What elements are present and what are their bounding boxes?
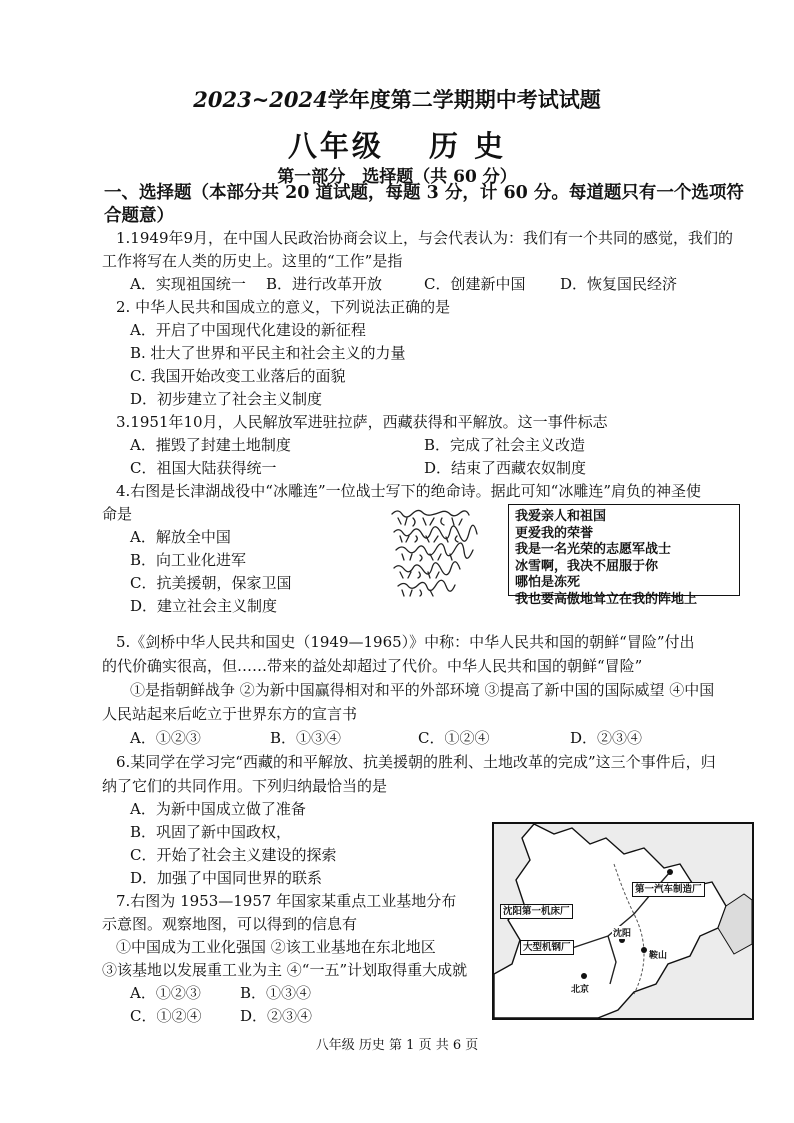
q4-option-d: D．建立社会主义制度 bbox=[130, 597, 278, 615]
poem-line: 我是一名光荣的志愿军战士 bbox=[515, 542, 672, 558]
q5-option-b: B．①③④ bbox=[270, 729, 342, 747]
q2-option-b: B. 壮大了世界和平民主和社会主义的力量 bbox=[130, 344, 406, 362]
q1-option-c: C．创建新中国 bbox=[424, 275, 526, 293]
exam-title bbox=[0, 84, 794, 114]
poem-line: 更爱我的荣誉 bbox=[515, 525, 594, 541]
map-city-anshan: 鞍山 bbox=[648, 948, 668, 961]
map-label-first-auto-plant: 第一汽车制造厂 bbox=[632, 882, 705, 897]
q7-stem-line4: ③该基地以发展重工业为主 ④“一五”计划取得重大成就 bbox=[102, 961, 468, 979]
part-heading: 第一部分 选择题（共 60 分） bbox=[277, 167, 517, 187]
q3-option-d: D．结束了西藏农奴制度 bbox=[424, 459, 587, 477]
q5-option-a: A．①②③ bbox=[130, 729, 201, 747]
q7-stem-line2: 示意图。观察地图，可以得到的信息有 bbox=[102, 915, 358, 933]
q7-stem-line3: ①中国成为工业化强国 ②该工业基地在东北地区 bbox=[116, 938, 436, 956]
poem-line: 哪怕是冻死 bbox=[515, 575, 581, 591]
q2-option-a: A．开启了中国现代化建设的新征程 bbox=[130, 321, 366, 339]
q7-option-d: D．②③④ bbox=[240, 1007, 313, 1025]
q7-option-a: A．①②③ bbox=[130, 984, 201, 1002]
page-footer: 八年级 历史 第 1 页 共 6 页 bbox=[315, 1038, 479, 1053]
poem-figure bbox=[388, 504, 750, 607]
q5-stem-line1: 5.《剑桥中华人民共和国史（1949—1965）》中称：中华人民共和国的朝鲜“冒险”付出 bbox=[116, 633, 695, 651]
map-city-shenyang: 沈阳 bbox=[612, 926, 632, 939]
q6-stem-line2: 纳了它们的共同作用。下列归纳最恰当的是 bbox=[102, 777, 388, 795]
q6-stem-line1: 6.某同学在学习完“西藏的和平解放、抗美援朝的胜利、土地改革的完成”这三个事件后，归 bbox=[116, 753, 716, 771]
q1-option-b: B．进行改革开放 bbox=[266, 275, 383, 293]
poem-line: 冰雪啊，我决不屈服于你 bbox=[515, 558, 659, 574]
q6-option-c: C．开始了社会主义建设的探索 bbox=[130, 846, 337, 864]
poem-text-box bbox=[508, 504, 740, 607]
exam-year: 2023~2024 bbox=[193, 87, 328, 112]
q7-option-c: C．①②④ bbox=[130, 1007, 202, 1025]
handwritten-poem-image bbox=[388, 504, 502, 602]
q7-stem-line1: 7.右图为 1953—1957 年国家某重点工业基地分布 bbox=[116, 892, 457, 910]
poem-line: 我爱亲人和祖国 bbox=[515, 509, 607, 524]
map-label-steel-plant: 大型机钢厂 bbox=[520, 940, 574, 955]
map-drawing bbox=[494, 824, 752, 1018]
q1-option-a: A．实现祖国统一 bbox=[130, 275, 246, 293]
q3-stem: 3.1951年10月，人民解放军进驻拉萨，西藏获得和平解放。这一事件标志 bbox=[116, 413, 608, 431]
q5-option-d: D．②③④ bbox=[570, 729, 643, 747]
q1-stem-line2: 工作将写在人类的历史上。这里的“工作”是指 bbox=[102, 252, 403, 270]
q5-stem-line2: 的代价确实很高，但……带来的益处却超过了代价。中华人民共和国的朝鲜“冒险” bbox=[102, 657, 643, 675]
q2-stem: 2. 中华人民共和国成立的意义，下列说法正确的是 bbox=[116, 298, 451, 316]
section-heading: 一、选择题（本部分共 20 道试题，每题 3 分，计 60 分。每道题只有一个选项符合题意） bbox=[104, 183, 744, 226]
q6-option-d: D．加强了中国同世界的联系 bbox=[130, 869, 323, 887]
map-label-shenyang-machine-tool: 沈阳第一机床厂 bbox=[500, 904, 573, 919]
exam-subject: 八年级 历 史 bbox=[287, 129, 507, 163]
q5-option-c: C．①②④ bbox=[418, 729, 490, 747]
q3-option-a: A．摧毁了封建土地制度 bbox=[130, 436, 291, 454]
q6-option-a: A．为新中国成立做了准备 bbox=[130, 800, 306, 818]
industrial-base-map bbox=[492, 822, 754, 1020]
q2-option-d: D．初步建立了社会主义制度 bbox=[130, 390, 323, 408]
q2-option-c: C. 我国开始改变工业落后的面貌 bbox=[130, 367, 346, 385]
map-city-beijing: 北京 bbox=[570, 982, 590, 995]
exam-title-text: 学年度第二学期期中考试试题 bbox=[327, 87, 601, 112]
poem-line: 我也要高傲地耸立在我的阵地上 bbox=[515, 591, 698, 607]
q3-option-c: C．祖国大陆获得统一 bbox=[130, 459, 277, 477]
q3-option-b: B．完成了社会主义改造 bbox=[424, 436, 586, 454]
q6-option-b: B．巩固了新中国政权， bbox=[130, 823, 292, 841]
q4-option-a: A．解放全中国 bbox=[130, 528, 231, 546]
q1-stem-line1: 1.1949年9月，在中国人民政治协商会议上，与会代表认为：我们有一个共同的感觉，我们的 bbox=[116, 229, 734, 247]
q7-option-b: B．①③④ bbox=[240, 984, 312, 1002]
q5-stem-line3: ①是指朝鲜战争 ②为新中国赢得相对和平的外部环境 ③提高了新中国的国际威望 ④中国 bbox=[130, 681, 715, 699]
q4-option-c: C．抗美援朝，保家卫国 bbox=[130, 574, 292, 592]
q5-stem-line4: 人民站起来后屹立于世界东方的宣言书 bbox=[102, 705, 358, 723]
q1-option-d: D．恢复国民经济 bbox=[560, 275, 678, 293]
q4-stem-line1: 4.右图是长津湖战役中“冰雕连”一位战士写下的绝命诗。据此可知“冰雕连”肩负的神圣使 bbox=[116, 482, 701, 500]
q4-stem-line2: 命是 bbox=[102, 505, 133, 523]
q4-option-b: B．向工业化进军 bbox=[130, 551, 247, 569]
